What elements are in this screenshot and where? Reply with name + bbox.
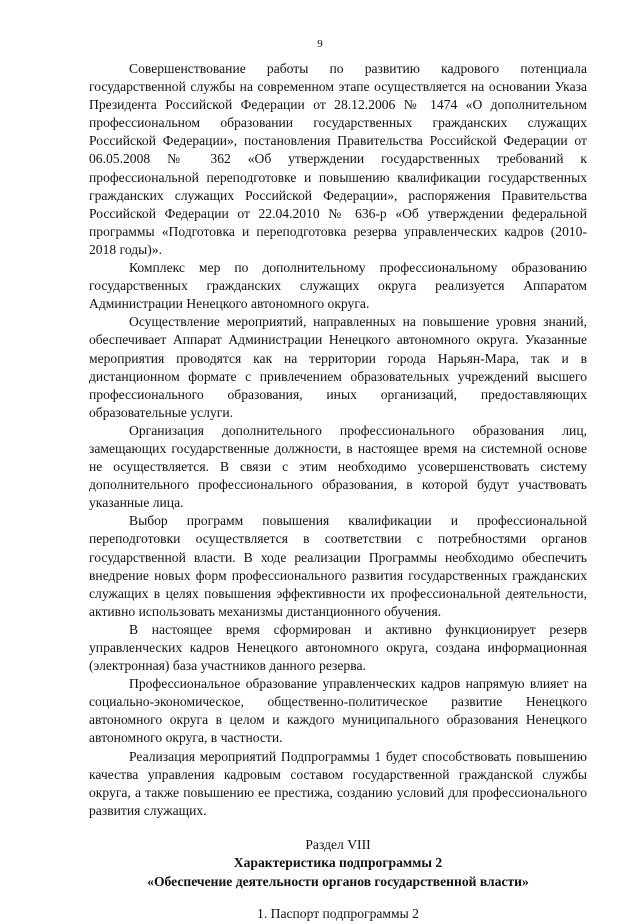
paragraph-4: Организация дополнительного профессионального образования лиц, замещающих государственные должности, в настоящее время на системной основе не осуществляется. В связи с этим необходимо усовершенствовать систему дополнительного профессионального образования, в которой будут участвовать указанные лица. xyxy=(89,422,587,511)
section-title: Раздел VIII xyxy=(305,836,371,852)
subsection-title: 1. Паспорт подпрограммы 2 xyxy=(257,906,419,922)
paragraph-6: В настоящее время сформирован и активно функционирует резерв управленческих кадров Ненецкого автономного округа, создана информационная (электронная) база участников данного резерва. xyxy=(89,621,587,674)
section-heading-line-2: «Обеспечение деятельности органов государственной власти» xyxy=(147,873,529,889)
paragraph-2: Комплекс мер по дополнительному профессиональному образованию государственных гражданских служащих округа реализуется Аппаратом Администрации Ненецкого автономного округа. xyxy=(89,260,587,312)
section-header xyxy=(89,836,587,892)
paragraph-5: Выбор программ повышения квалификации и профессиональной переподготовки осуществляется в соответствии с потребностями органов государственной власти. В ходе реализации Программы необходимо обеспечить внедрение новых форм профессионального развития государственных гражданских служащих в целях повышения эффективности их профессиональной деятельности, активно использовать механизмы дистанционного обучения. xyxy=(89,513,587,619)
paragraph-8: Реализация мероприятий Подпрограммы 1 будет способствовать повышению качества управления кадровым составом государственной гражданской службы округа, а также повышению ее престижа, созданию условий для профессионального развития служащих. xyxy=(89,748,587,818)
paragraph-7: Профессиональное образование управленческих кадров напрямую влияет на социально-экономическое, общественно-политическое развитие Ненецкого автономного округа в целом и каждого муниципального образования Ненецкого автономного округа, в частности. xyxy=(89,676,587,746)
page-number: 9 xyxy=(317,38,323,50)
paragraph-1: Совершенствование работы по развитию кадрового потенциала государственной службы на современном этапе осуществляется на основании Указа Президента Российской Федерации от 28.12.2006 № 1474 «О дополнительном профессиональном образовании государственных гражданских служащих Российской Федерации», постановления Правительства Российской Федерации от 06.05.2008 № 362 «Об утверждении государственных требований к профессиональной переподготовке и повышению квалификации государственных гражданских служащих Российской Федерации», распоряжения Правительства Российской Федерации от 22.04.2010 № 636-р «Об утверждении федеральной программы «Подготовка и переподготовка резерва управленческих кадров (2010-2018 годы)». xyxy=(89,61,587,257)
paragraph-3: Осуществление мероприятий, направленных на повышение уровня знаний, обеспечивает Аппарат Администрации Ненецкого автономного округа. Указанные мероприятия проводятся как на территории города Нарьян-Мара, так и в дистанционном формате с привлечением образовательных учреждений высшего профессионального образования, иных организаций, предоставляющих образовательные услуги. xyxy=(89,314,587,420)
document-body xyxy=(89,60,587,924)
section-heading-line-1: Характеристика подпрограммы 2 xyxy=(233,855,443,871)
